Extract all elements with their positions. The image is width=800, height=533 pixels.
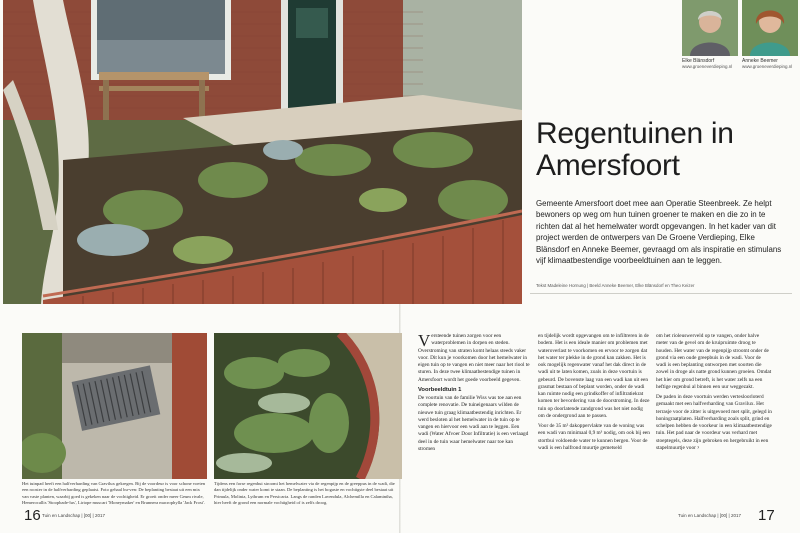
garden-photo-illustration bbox=[3, 0, 522, 304]
title-line-1: Regentuinen in bbox=[536, 117, 734, 150]
caption-photo-2: Tijdens een forse regenbui stroomt het hemelwater via de regenpijp en de greeppus in de wadi, die dan tijdelijk onder water komt te staan. De beplanting is het bogaste en vochtigste deel bestaat uit Primula, Molinia, Lythrum en Persicaria. Langs de randen Lavendula, Alchemilla en Calamintha, hier heeft de grond een normale vochtigheid of is zelfs droog. bbox=[214, 481, 395, 506]
body-column-1 bbox=[418, 333, 530, 456]
photo-1-illustration bbox=[22, 333, 207, 479]
author-anneke bbox=[742, 0, 798, 69]
photo-wadi bbox=[214, 333, 402, 479]
author-elke bbox=[682, 0, 738, 69]
drop-cap: V bbox=[418, 331, 431, 350]
magazine-footer-right: Tuin en Landschap | [00] | 2017 bbox=[678, 513, 741, 518]
author-name: Elke Blänsdorf bbox=[682, 58, 715, 64]
body-paragraph: De paden in deze voortuin werden vertesloorloterd gemaakt met een halfverharding van Gravilux. Het terrasje voor de zitter is uitgevoerd met split, gelegd in honingraatplaten. Halfverharding zoals split, grind en schelpen hebben de voorkeur in een klimaatbestendige tuin. Het pad naar de voordeur was verhard met stoeptegels, deze zijn gebroken en hergebruikt in een stapelmuurtje voor bbox=[656, 394, 772, 451]
article-intro: Gemeente Amersfoort doet mee aan Operatie Steenbreek. Ze helpt bewoners op weg om hun tuinen groener te maken en die zo in te richten dat al het hemelwater wordt opgevangen. In het kader van dit project werden de ontwerpers van De Groene Verdieping, Elke Blänsdorf en Anneke Beemer, gevraagd om als inspiratie en stimulans vijf klimaatbestendige voorbeeldtuinen aan te leggen. bbox=[536, 199, 782, 266]
divider bbox=[530, 293, 792, 294]
body-paragraph: om het rioleuswerveld op te vangen, onder halve meter van de gevel om de kruipruimte droog te houden. Het water van de regenpijp stroomt onder de grond via een oude greepbuis in de wadi. Voor de wadi is een beplanting ontworpen met soorten die zowel in droge als natte grond kunnen groeien. Omdat het hier om grond betreft, is het water zelfs na een heftige regenbui al binnen een uur weggezakt. bbox=[656, 333, 772, 390]
author-name: Anneke Beemer bbox=[742, 58, 778, 64]
magazine-footer-left: Tuin en Landschap | [00] | 2017 bbox=[42, 513, 105, 518]
page-number-right: 17 bbox=[758, 507, 775, 524]
body-paragraph: ersteende tuinen zorgen voor een waterproblemen in dorpen en steden. Overstroming van straten komt helaas steeds vaker voor. Dit kun je voorkomen door het hemelwater in eigen tuin op te vangen en niet meer naar het riool te sturen. In deze twee klimaatbestendige tuinen in Amersfoort wordt het goede voorbeeld gegeven. bbox=[418, 333, 530, 383]
article-credits: Tekst Madeleine Hornung | Beeld Anneke Beemer, Elke Blänsdorf en Theo Keizer bbox=[536, 283, 695, 288]
page-number-left: 16 bbox=[24, 507, 41, 524]
hero-photo bbox=[3, 0, 522, 304]
caption-photo-1: Het tuinpad heeft een halfverharding van Gravilux gekregen. Bij de voordeur is voor schone voeten een rooster in de halfverharding geplaatst. Foto gehaal bu-ven: De beplanting bestaat uit een mix van vaste planten, waarbij goed is gekeken naar de vochtigheid. Er groeit onder meer Geum rivale, Hemerocallis 'Stoopbade-lus', Liriope muscari 'Moneymaker' en Brunnera macrophylla 'Jack Frost'. bbox=[22, 481, 206, 506]
continue-arrow-icon: › bbox=[697, 444, 700, 451]
author-website: www.groeneverdieping.nl bbox=[682, 64, 733, 69]
body-paragraph: Voor de 35 m² dakoppervlakte van de woning was een wadi van minimaal 0,9 m³ nodig, om ook bij een stortbui voldoende water te kunnen bergen. Voor de wadi is een halfrond muurtje gemetseld bbox=[538, 423, 650, 451]
photo-doormat bbox=[22, 333, 207, 479]
subheading: Voorbeeldtuin 1 bbox=[418, 386, 462, 393]
author-website: www.groeneverdieping.nl bbox=[742, 64, 793, 69]
author-portrait-icon bbox=[682, 0, 738, 56]
title-line-2: Amersfoort bbox=[536, 149, 680, 182]
body-column-2 bbox=[538, 333, 650, 455]
article-title bbox=[536, 118, 786, 182]
photo-2-illustration bbox=[214, 333, 402, 479]
body-paragraph: en tijdelijk wordt opgevangen om te infiltreren in de bodem. Het is een ideale manier om problemen met wateroverlast te voorkomen en ervoor te zorgen dat het water ter plekke in de grond kan zakken. Het is ook mogelijk regenwater vanaf het dak direct in de wadi uit te laten komen, zoals in deze voortuin is gebeurd. De bovenste laag van een wadi kan uit een grasmat bestaan of beplant worden, onder de wadi kan ruimte nodig een grindkoffer of infiltratiekrat komen ter bevordering van de doorstroming. In deze tuin op doorlatende zandgrond was het niet nodig om de ondergrond aan te passen. bbox=[538, 333, 650, 419]
body-column-3 bbox=[656, 333, 772, 455]
body-paragraph: De voortuin van de familie Wiss was toe aan een complete renovatie. De tuineigenaars wilden de nieuwe tuin graag klimaatbestendig inrichten. Er werd besloten al het hemelwater in de tuin op te vangen en hiervoor een wadi aan te leggen. Een wadi (Water Afvoer Door Infiltratie) is een verlaagd deel in de tuin waar hemelwater naar toe kan stromen bbox=[418, 395, 529, 452]
author-portrait-icon bbox=[742, 0, 798, 56]
